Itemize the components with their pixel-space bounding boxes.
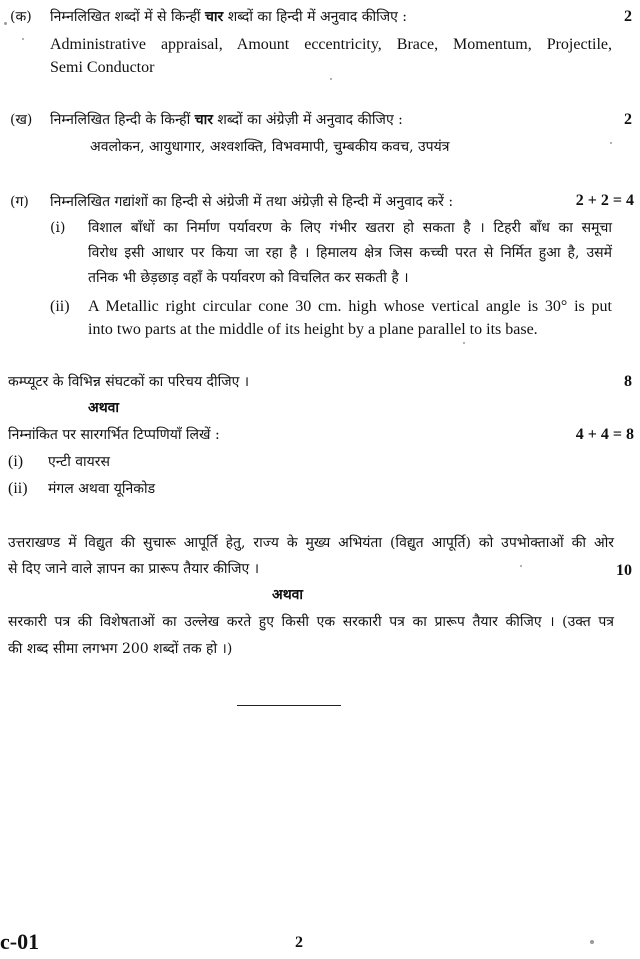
- question-b-instruction-bold: चार: [194, 112, 213, 128]
- question-a-instruction-bold: चार: [205, 9, 224, 25]
- question-letter-line2: से दिए जाने वाले ज्ञापन का प्रारूप तैयार कीजिए ।: [8, 561, 260, 577]
- question-computer-alt-marks: 4 + 4 = 8: [575, 426, 634, 443]
- page-number: 2: [295, 934, 303, 951]
- question-computer-text: कम्प्यूटर के विभिन्न संघटकों का परिचय दीजिए ।: [8, 374, 250, 390]
- question-a-instruction-pre: निम्नलिखित शब्दों में से किन्हीं: [50, 9, 206, 25]
- scan-speck: [22, 38, 24, 40]
- end-of-paper-rule: [237, 705, 341, 706]
- question-a-words-line2: Semi Conductor: [50, 59, 155, 76]
- question-a-label: (क): [10, 9, 32, 25]
- question-letter-marks: 10: [616, 562, 632, 579]
- question-computer-or: अथवा: [88, 400, 120, 416]
- question-c-label: (ग): [10, 194, 29, 210]
- scan-speck: [4, 22, 7, 25]
- question-computer-item1-text: एन्टी वायरस: [48, 454, 110, 470]
- scan-speck: [590, 940, 594, 944]
- question-b-words: अवलोकन, आयुधागार, अश्वशक्ति, विभवमापी, चुम्बकीय कवच, उपयंत्र: [90, 139, 450, 155]
- question-c-instruction: निम्नलिखित गद्यांशों का हिन्दी से अंग्रेजी में तथा अंग्रेज़ी से हिन्दी में अनुवाद करें :: [50, 194, 454, 210]
- question-b-instruction-post: शब्दों का अंग्रेज़ी में अनुवाद कीजिए :: [212, 112, 403, 128]
- question-letter-alt-line2: की शब्द सीमा लगभग 200 शब्दों तक हो ।): [8, 641, 233, 657]
- question-a-words-line1: Administrative appraisal, Amount eccentricity, Brace, Momentum, Projectile,: [50, 36, 612, 53]
- question-b-instruction-pre: निम्नलिखित हिन्दी के किन्हीं: [50, 112, 195, 128]
- question-a-instruction-post: शब्दों का हिन्दी में अनुवाद कीजिए :: [223, 9, 408, 25]
- question-a-instruction: [50, 8, 407, 26]
- question-computer-item2-text: मंगल अथवा यूनिकोड: [48, 481, 156, 497]
- question-c-part1-line2: विरोध इसी आधार पर किया जा रहा है । हिमालय क्षेत्र जिस कच्ची परत से निर्मित हुआ है, उसमें: [88, 245, 612, 261]
- question-computer-item2-label: (ii): [8, 480, 28, 497]
- question-c-part1-line1: विशाल बाँधों का निर्माण पर्यावरण के लिए गंभीर खतरा हो सकता है । टिहरी बाँध का समूचा: [88, 220, 612, 236]
- question-letter-alt-line1: सरकारी पत्र की विशेषताओं का उल्लेख करते हुए किसी एक सरकारी पत्र का प्रारूप तैयार कीजिए । (उक्त पत्र: [8, 614, 614, 630]
- paper-code: c-01: [0, 929, 40, 954]
- scan-speck: [330, 78, 332, 80]
- question-b-label: (ख): [10, 112, 33, 128]
- question-c-part1-label: (i): [50, 220, 66, 236]
- question-letter-line1: उत्तराखण्ड में विद्युत की सुचारू आपूर्ति हेतु, राज्य के मुख्य अभियंता (विद्युत आपूर्ति) को उपभोक्ताओं की ओर: [8, 535, 614, 551]
- question-b-marks: 2: [624, 111, 632, 128]
- question-computer-marks: 8: [624, 373, 632, 390]
- question-computer-item1-label: (i): [8, 453, 24, 470]
- question-letter-or: अथवा: [272, 587, 304, 603]
- question-c-marks: 2 + 2 = 4: [575, 192, 634, 209]
- question-c-part2-label: (ii): [50, 298, 70, 315]
- scan-speck: [610, 142, 612, 144]
- question-b-instruction: [50, 111, 403, 129]
- scan-speck: [520, 565, 522, 567]
- question-computer-alt-text: निम्नांकित पर सारगर्भित टिप्पणियाँ लिखें :: [8, 427, 220, 443]
- question-c-part1-line3: तनिक भी छेड़छाड़ वहाँ के पर्यावरण को विचलित कर सकती है ।: [88, 270, 409, 286]
- question-a-marks: 2: [624, 8, 632, 25]
- scan-speck: [463, 342, 465, 344]
- question-c-part2-line2: into two parts at the middle of its height by a plane parallel to its base.: [88, 321, 538, 338]
- question-c-part2-line1: A Metallic right circular cone 30 cm. high whose vertical angle is 30° is put: [88, 298, 612, 315]
